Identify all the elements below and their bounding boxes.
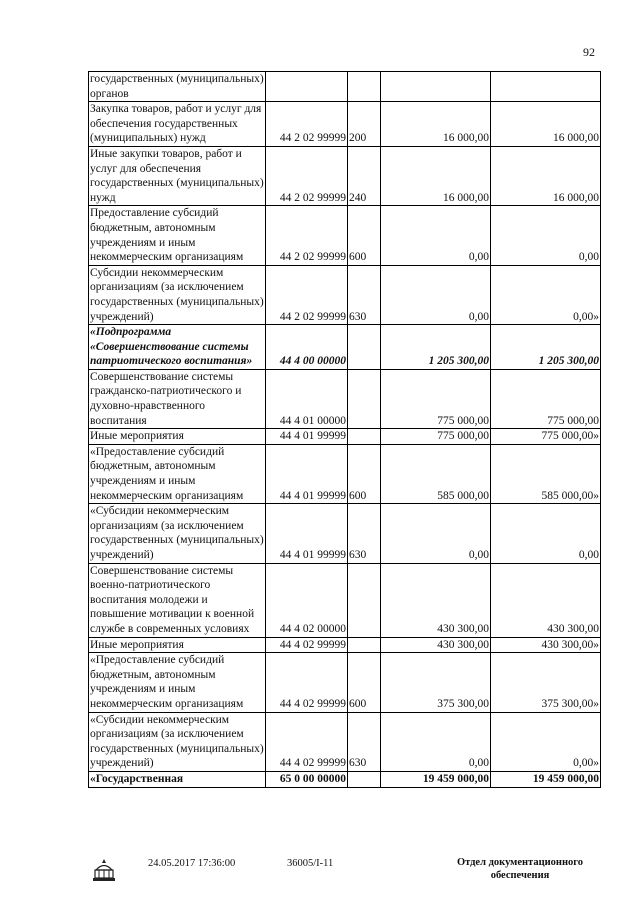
row-name-cell: Совершенствование системы гражданско-патриотического и духовно-нравственного воспитания <box>89 369 266 428</box>
row-vr-cell: 630 <box>348 712 381 771</box>
table-row <box>89 369 601 428</box>
row-vr-cell: 630 <box>348 504 381 563</box>
row-amount-cell: 775 000,00 <box>381 429 491 445</box>
row-vr-cell: 600 <box>348 444 381 503</box>
row-vr-cell: 240 <box>348 146 381 205</box>
footer-doc-number: 36005/I-11 <box>287 858 334 869</box>
row-name-cell: Иные мероприятия <box>89 429 266 445</box>
row-code-cell: 44 4 01 99999 <box>266 504 348 563</box>
row-name-cell: Иные закупки товаров, работ и услуг для обеспечения государственных (муниципальных) нужд <box>89 146 266 205</box>
row-code-cell: 44 2 02 99999 <box>266 146 348 205</box>
row-amount2-cell: 430 300,00» <box>491 637 601 653</box>
row-name-cell: «Субсидии некоммерческим организациям (за исключением государственных (муниципальных) учреждений) <box>89 504 266 563</box>
row-code-cell: 44 4 01 99999 <box>266 444 348 503</box>
row-code-cell: 44 4 00 00000 <box>266 325 348 370</box>
row-vr-cell <box>348 637 381 653</box>
row-amount2-cell: 19 459 000,00 <box>491 771 601 787</box>
row-amount2-cell: 375 300,00» <box>491 653 601 712</box>
row-vr-cell <box>348 325 381 370</box>
row-amount-cell: 19 459 000,00 <box>381 771 491 787</box>
row-amount2-cell: 16 000,00 <box>491 146 601 205</box>
row-name-cell: «Подпрограмма «Совершенствование системы патриотического воспитания» <box>89 325 266 370</box>
row-code-cell: 44 4 01 99999 <box>266 429 348 445</box>
table-row <box>89 444 601 503</box>
row-vr-cell <box>348 563 381 637</box>
row-code-cell: 44 2 02 99999 <box>266 102 348 147</box>
row-amount-cell <box>381 72 491 102</box>
table-row <box>89 102 601 147</box>
table-row <box>89 771 601 787</box>
row-code-cell: 44 2 02 99999 <box>266 206 348 265</box>
row-amount-cell: 0,00 <box>381 504 491 563</box>
duma-logo <box>90 856 118 884</box>
row-vr-cell: 200 <box>348 102 381 147</box>
row-name-cell: «Предоставление субсидий бюджетным, автономным учреждениям и иным некоммерческим организациям <box>89 444 266 503</box>
row-amount-cell: 0,00 <box>381 265 491 324</box>
table-row <box>89 265 601 324</box>
row-name-cell: государственных (муниципальных) органов <box>89 72 266 102</box>
row-code-cell: 44 4 02 00000 <box>266 563 348 637</box>
table-row <box>89 146 601 205</box>
table-row <box>89 563 601 637</box>
row-amount-cell: 16 000,00 <box>381 146 491 205</box>
row-amount-cell: 430 300,00 <box>381 563 491 637</box>
row-code-cell: 44 2 02 99999 <box>266 265 348 324</box>
row-amount-cell: 0,00 <box>381 712 491 771</box>
row-name-cell: «Государственная <box>89 771 266 787</box>
row-amount2-cell <box>491 72 601 102</box>
budget-table <box>88 71 601 788</box>
row-name-cell: Закупка товаров, работ и услуг для обеспечения государственных (муниципальных) нужд <box>89 102 266 147</box>
row-vr-cell <box>348 429 381 445</box>
row-amount-cell: 1 205 300,00 <box>381 325 491 370</box>
budget-table-body <box>89 72 601 788</box>
row-name-cell: Субсидии некоммерческим организациям (за исключением государственных (муниципальных) учреждений) <box>89 265 266 324</box>
row-name-cell: Совершенствование системы военно-патриотического воспитания молодежи и повышение мотивации к военной службе в современных условиях <box>89 563 266 637</box>
row-name-cell: Предоставление субсидий бюджетным, автономным учреждениям и иным некоммерческим организациям <box>89 206 266 265</box>
row-amount2-cell: 775 000,00 <box>491 369 601 428</box>
row-name-cell: «Субсидии некоммерческим организациям (за исключением государственных (муниципальных) учреждений) <box>89 712 266 771</box>
row-vr-cell <box>348 369 381 428</box>
row-vr-cell: 600 <box>348 206 381 265</box>
table-row <box>89 637 601 653</box>
row-code-cell: 65 0 00 00000 <box>266 771 348 787</box>
row-amount-cell: 430 300,00 <box>381 637 491 653</box>
row-amount-cell: 585 000,00 <box>381 444 491 503</box>
row-amount2-cell: 0,00 <box>491 206 601 265</box>
row-code-cell <box>266 72 348 102</box>
row-amount-cell: 775 000,00 <box>381 369 491 428</box>
row-vr-cell <box>348 771 381 787</box>
row-amount2-cell: 430 300,00 <box>491 563 601 637</box>
row-amount-cell: 0,00 <box>381 206 491 265</box>
row-code-cell: 44 4 01 00000 <box>266 369 348 428</box>
row-amount2-cell: 0,00» <box>491 265 601 324</box>
row-code-cell: 44 4 02 99999 <box>266 712 348 771</box>
footer-datetime: 24.05.2017 17:36:00 <box>148 858 236 869</box>
row-amount-cell: 16 000,00 <box>381 102 491 147</box>
row-vr-cell: 630 <box>348 265 381 324</box>
table-row <box>89 325 601 370</box>
row-amount2-cell: 0,00 <box>491 504 601 563</box>
row-name-cell: «Предоставление субсидий бюджетным, автономным учреждениям и иным некоммерческим организациям <box>89 653 266 712</box>
row-amount2-cell: 585 000,00» <box>491 444 601 503</box>
table-row <box>89 712 601 771</box>
row-amount-cell: 375 300,00 <box>381 653 491 712</box>
row-code-cell: 44 4 02 99999 <box>266 637 348 653</box>
row-amount2-cell: 775 000,00» <box>491 429 601 445</box>
row-amount2-cell: 0,00» <box>491 712 601 771</box>
table-row <box>89 206 601 265</box>
row-vr-cell: 600 <box>348 653 381 712</box>
row-amount2-cell: 16 000,00 <box>491 102 601 147</box>
table-row <box>89 429 601 445</box>
row-code-cell: 44 4 02 99999 <box>266 653 348 712</box>
row-vr-cell <box>348 72 381 102</box>
page-number: 92 <box>583 45 595 59</box>
row-amount2-cell: 1 205 300,00 <box>491 325 601 370</box>
table-row <box>89 72 601 102</box>
table-row <box>89 653 601 712</box>
table-row <box>89 504 601 563</box>
footer-department: Отдел документационного обеспечения <box>456 857 584 881</box>
row-name-cell: Иные мероприятия <box>89 637 266 653</box>
